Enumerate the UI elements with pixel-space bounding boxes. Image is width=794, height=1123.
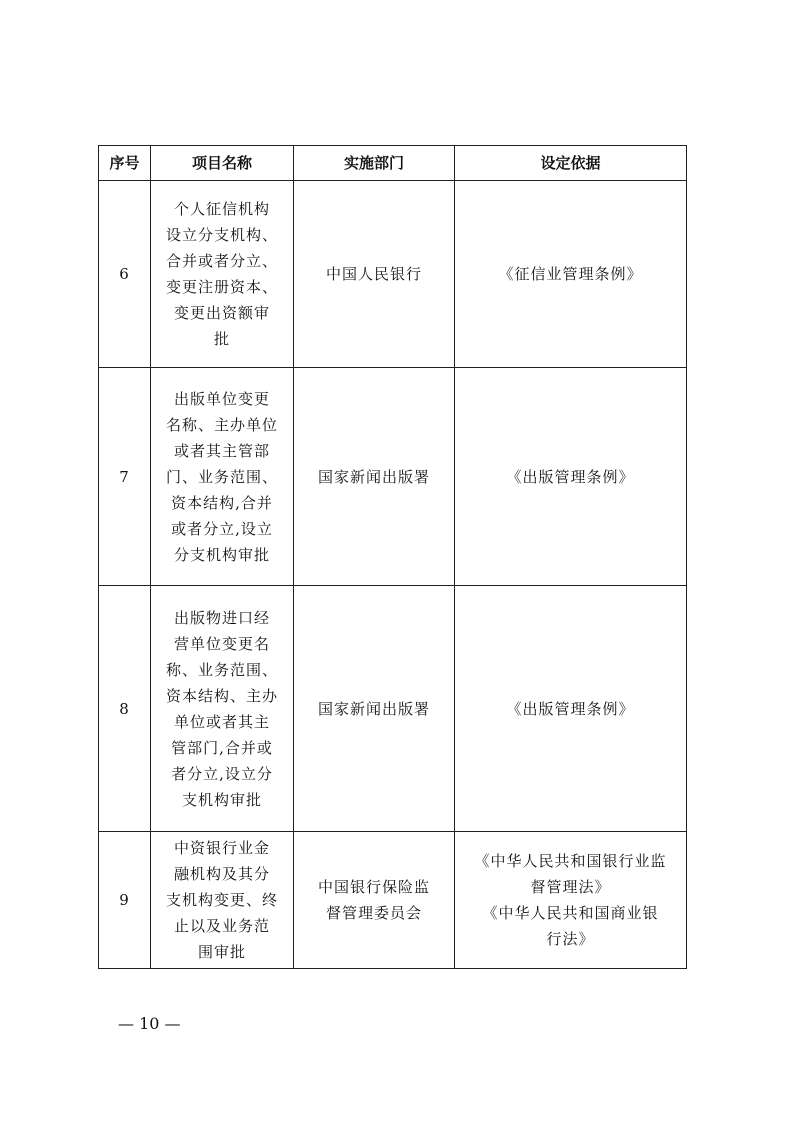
- item-name-cell-line: 或者其主管部: [173, 441, 270, 460]
- item-name-cell-line: 合并或者分立、: [165, 252, 278, 270]
- header-legal-basis: 设定依据: [455, 146, 687, 181]
- item-name-cell-text: [163, 605, 281, 813]
- item-name-cell: [151, 368, 294, 586]
- legal-basis-cell-text: [455, 848, 686, 952]
- item-name-cell-line: 中资银行业金: [173, 839, 270, 857]
- item-name-cell-line: 资本结构、主办: [165, 686, 278, 705]
- department-cell: [294, 832, 455, 969]
- legal-basis-cell-line: 《出版管理条例》: [506, 699, 635, 718]
- item-name-cell-line: 名称、主办单位: [165, 415, 278, 434]
- item-name-cell-line: 变更注册资本、: [165, 278, 278, 296]
- department-cell-text: [294, 261, 454, 287]
- item-name-cell-line: 单位或者其主: [173, 712, 270, 731]
- item-name-cell-line: 称、业务范围、: [165, 660, 278, 679]
- department-cell-text: [294, 696, 454, 722]
- department-cell: [294, 181, 455, 368]
- legal-basis-cell-line: 行法》: [546, 930, 595, 948]
- item-name-cell-line: 批: [213, 330, 230, 348]
- table-row: [99, 586, 687, 832]
- item-name-cell-line: 分支机构审批: [173, 545, 270, 564]
- item-name-cell-text: [163, 835, 281, 965]
- page-number: — 10 —: [118, 1014, 181, 1033]
- serial-number-cell: 8: [99, 586, 151, 832]
- department-cell: [294, 368, 455, 586]
- item-name-cell-line: 支机构变更、终: [165, 891, 278, 909]
- department-cell-text: [294, 874, 454, 926]
- legal-basis-cell-line: 督管理法》: [530, 878, 611, 896]
- table-row: [99, 832, 687, 969]
- department-cell-line: 国家新闻出版署: [317, 699, 430, 718]
- legal-basis-cell-text: [455, 464, 686, 490]
- legal-basis-cell: [455, 832, 687, 969]
- item-name-cell-text: [163, 196, 281, 352]
- item-name-cell-line: 变更出资额审: [173, 304, 270, 322]
- item-name-cell-line: 出版单位变更: [173, 389, 270, 408]
- approval-items-table: [98, 145, 687, 969]
- item-name-cell: [151, 832, 294, 969]
- legal-basis-cell-text: [455, 261, 686, 287]
- item-name-cell: [151, 586, 294, 832]
- item-name-cell-line: 出版物进口经: [173, 608, 270, 627]
- department-cell-line: 国家新闻出版署: [317, 467, 430, 486]
- item-name-cell: [151, 181, 294, 368]
- header-item-name: 项目名称: [151, 146, 294, 181]
- legal-basis-cell-text: [455, 696, 686, 722]
- table-row: [99, 181, 687, 368]
- department-cell: [294, 586, 455, 832]
- item-name-cell-line: 资本结构,合并: [171, 493, 273, 512]
- item-name-cell-line: 围审批: [197, 943, 246, 961]
- item-name-cell-line: 融机构及其分: [173, 865, 270, 883]
- legal-basis-cell: [455, 368, 687, 586]
- item-name-cell-line: 者分立,设立分: [171, 764, 273, 783]
- item-name-cell-line: 门、业务范围、: [165, 467, 278, 486]
- department-cell-line: 中国银行保险监: [317, 878, 430, 896]
- header-department: 实施部门: [294, 146, 455, 181]
- serial-number-cell: 6: [99, 181, 151, 368]
- serial-number-cell: 7: [99, 368, 151, 586]
- department-cell-text: [294, 464, 454, 490]
- legal-basis-cell: [455, 586, 687, 832]
- item-name-cell-line: 设立分支机构、: [165, 226, 278, 244]
- department-cell-line: 中国人民银行: [325, 265, 422, 283]
- item-name-cell-line: 管部门,合并或: [171, 738, 273, 757]
- item-name-cell-line: 止以及业务范: [173, 917, 270, 935]
- table-row: [99, 368, 687, 586]
- item-name-cell-line: 营单位变更名: [173, 634, 270, 653]
- item-name-cell-text: [163, 386, 281, 568]
- header-serial-number: 序号: [99, 146, 151, 181]
- item-name-cell-line: 支机构审批: [181, 790, 262, 809]
- legal-basis-cell-line: 《出版管理条例》: [506, 467, 635, 486]
- item-name-cell-line: 或者分立,设立: [171, 519, 273, 538]
- department-cell-line: 督管理委员会: [325, 904, 422, 922]
- legal-basis-cell-line: 《中华人民共和国银行业监: [474, 852, 667, 870]
- item-name-cell-line: 个人征信机构: [173, 200, 270, 218]
- legal-basis-cell: [455, 181, 687, 368]
- legal-basis-cell-line: 《征信业管理条例》: [498, 265, 643, 283]
- legal-basis-cell-line: 《中华人民共和国商业银: [482, 904, 659, 922]
- serial-number-cell: 9: [99, 832, 151, 969]
- table-header-row: [99, 146, 687, 181]
